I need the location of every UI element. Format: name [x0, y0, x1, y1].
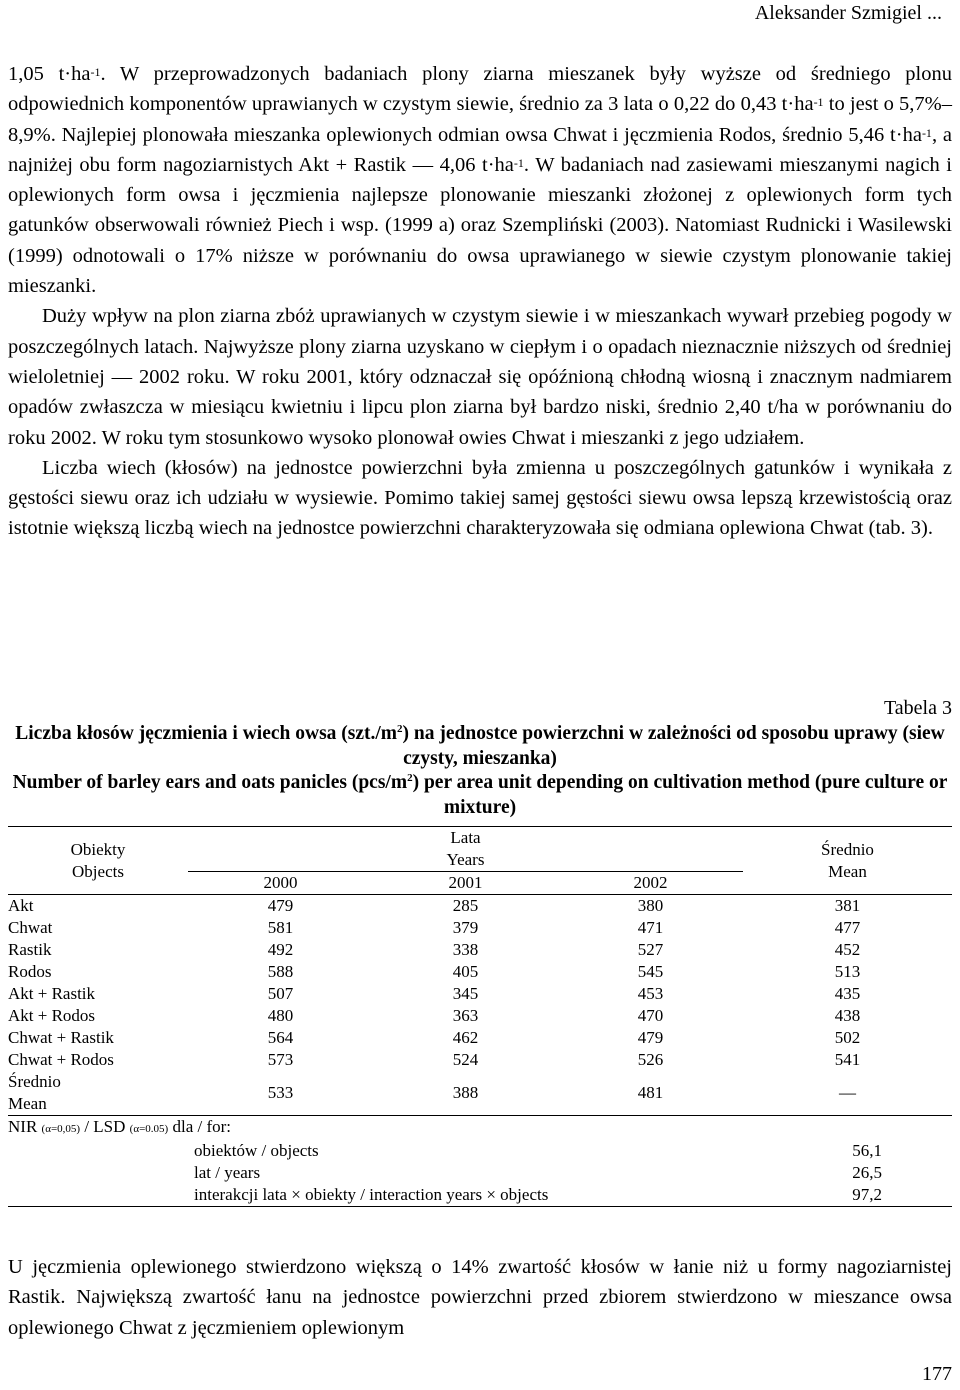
table-cell: 338: [452, 940, 479, 959]
header-objects: [8, 827, 188, 895]
table-cell: 363: [452, 1006, 479, 1025]
table-cell: 479: [637, 1028, 664, 1047]
lsd-text: NIR: [8, 1117, 42, 1136]
lsd-value: 26,5: [852, 1163, 882, 1182]
row-label: Akt + Rastik: [8, 984, 96, 1003]
table-cell: 513: [834, 962, 861, 981]
table-row: [8, 939, 952, 961]
row-label: Chwat + Rodos: [8, 1050, 114, 1069]
table-cell: 405: [452, 962, 479, 981]
table-cell: 470: [637, 1006, 664, 1025]
table-caption-pl: [8, 721, 952, 771]
caption-text: Liczba kłosów jęczmienia i wiech owsa (szt./m: [15, 723, 398, 744]
table-cell: 492: [267, 940, 294, 959]
row-label: Rodos: [8, 962, 52, 981]
lsd-text: dla / for:: [168, 1117, 232, 1136]
superscript: -1: [921, 125, 932, 140]
paragraph-1: [8, 59, 952, 301]
running-header: Aleksander Szmigiel ...: [754, 2, 942, 24]
table-row: [8, 983, 952, 1005]
table-row: [8, 917, 952, 939]
table-cell: 524: [452, 1050, 479, 1069]
table-cell: —: [743, 1071, 952, 1116]
caption-text: Number of barley ears and oats panicles (pcs/m: [12, 772, 408, 793]
table-cell: 533: [188, 1071, 373, 1116]
lsd-label: lat / years: [194, 1163, 261, 1182]
lsd-label: obiektów / objects: [194, 1141, 319, 1160]
row-label: Chwat + Rastik: [8, 1028, 114, 1047]
lsd-row: [8, 1184, 952, 1207]
superscript: -1: [813, 95, 824, 110]
table-cell: 380: [637, 896, 664, 915]
superscript: 2: [397, 723, 403, 735]
table-cell: 541: [834, 1050, 861, 1069]
table-row: [8, 1049, 952, 1071]
table-cell: 453: [637, 984, 664, 1003]
footer-paragraph: U jęczmienia oplewionego stwierdzono większą o 14% zwartość kłosów w łanie niż u formy nagoziarnistej Rastik. Największą zwartość łanu na jednostce powierzchni przed zbiorem stwierdzono w mieszance owsa oplewionego Chwat z jęczmieniem oplewionym: [8, 1256, 952, 1339]
text-span: , a najniżej obu form nagoziarnistych Akt + Rastik — 4,06 t·ha: [8, 123, 953, 176]
header-years-en: Years: [446, 850, 485, 869]
year-header: 2001: [373, 872, 558, 895]
table-cell: 545: [637, 962, 664, 981]
table-cell: 581: [267, 918, 294, 937]
table-cell: 477: [834, 918, 861, 937]
table-row: [8, 1005, 952, 1027]
table-caption-en: [8, 770, 952, 820]
body-text: [8, 59, 952, 544]
table-cell: 345: [452, 984, 479, 1003]
header-objects-pl: Obiekty: [70, 839, 126, 859]
text-span: . W przeprowadzonych badaniach plony ziarna mieszanek były wyższe od średniego plonu odpowiednich komponentów uprawianych w czystym siewie, średnio za 3 lata o 0,22 do 0,43 t·ha: [8, 63, 952, 116]
table-mean-row: [8, 1071, 952, 1116]
table-cell: 438: [834, 1006, 861, 1025]
header-years-pl: Lata: [188, 827, 743, 850]
caption-text: ) na jednostce powierzchni w zależności od sposobu uprawy (siew czysty, mieszanka): [402, 723, 945, 769]
lsd-text: / LSD: [80, 1117, 130, 1136]
header-objects-en: Objects: [72, 861, 124, 881]
table-cell: 527: [637, 940, 664, 959]
row-label: Rastik: [8, 940, 52, 959]
table-cell: 388: [373, 1071, 558, 1116]
text-span: to jest o 5,7%–8,9%. Najlepiej plonowała mieszanka oplewionych odmian owsa Chwat i jęczmienia Rodos, średnio 5,46 t·ha: [8, 93, 952, 146]
data-table: [8, 826, 952, 1207]
lsd-header-row: [8, 1116, 952, 1141]
table-cell: 573: [267, 1050, 294, 1069]
table-cell: 381: [834, 896, 861, 915]
lsd-label: interakcji lata × obiekty / interaction years × objects: [8, 1184, 743, 1207]
table-row: [8, 1027, 952, 1049]
superscript: 2: [407, 772, 413, 784]
row-label: Akt + Rodos: [8, 1006, 96, 1025]
lsd-value: 56,1: [852, 1141, 882, 1160]
header-mean: [743, 827, 952, 895]
table-cell: 480: [267, 1006, 294, 1025]
row-label: Akt: [8, 896, 34, 915]
text-span: . W badaniach nad zasiewami mieszanymi nagich i oplewionych form owsa i jęczmienia najlepsze plonowanie mieszanki złożonej z oplewionych form tych gatunków obserwowali również Piech i wsp. (1999 a) oraz Szempliński (2003). Natomiast Rudnicki i Wasilewski (1999) odnotowali o 17% niższe w porównaniu do owsa uprawianego w siewie czystym plonowanie takiej mieszanki.: [8, 153, 952, 298]
table-cell: 479: [267, 896, 294, 915]
lsd-row: [8, 1140, 952, 1162]
table-label: Tabela 3: [883, 697, 952, 719]
page-number: 177: [922, 1363, 952, 1385]
mean-label-pl: Średnio: [8, 1072, 61, 1091]
superscript: -1: [90, 65, 101, 79]
lsd-subscript: (α=0,05): [41, 1123, 81, 1135]
row-label-mean: [8, 1071, 188, 1116]
lsd-header: [8, 1116, 952, 1141]
table-cell: 588: [267, 962, 294, 981]
table-row: [8, 961, 952, 983]
caption-text: ) per area unit depending on cultivation method (pure culture or mixture): [412, 772, 948, 818]
header-mean-pl: Średnio: [821, 839, 874, 859]
table-cell: 471: [637, 918, 664, 937]
table-cell: 435: [834, 984, 861, 1003]
lsd-value: 97,2: [743, 1184, 952, 1207]
table-cell: 526: [637, 1050, 664, 1069]
lsd-subscript: (α=0.05): [129, 1123, 169, 1135]
paragraph-2: Duży wpływ na plon ziarna zbóż uprawianych w czystym siewie i w mieszankach wywarł przebieg pogody w poszczególnych latach. Najwyższe plony ziarna uzyskano w ciepłym i o opadach nieznacznie niższych od średniej wieloletniej — 2002 roku. W roku 2001, który odznaczał się opóźnioną chłodną wiosną i znacznym nadmiarem opadów zwłaszcza w miesiącu kwietniu i lipcu plon ziarna był bardzo niski, średnio 2,40 t/ha w porównaniu do roku 2002. W roku tym stosunkowo wysoko plonował owies Chwat i mieszanki z jego udziałem.: [8, 305, 952, 449]
table-cell: 452: [834, 940, 861, 959]
row-label: Chwat: [8, 918, 53, 937]
table-header-row: [8, 827, 952, 850]
table-row: [8, 895, 952, 918]
table-cell: 502: [834, 1028, 861, 1047]
table-cell: 507: [267, 984, 294, 1003]
superscript: -1: [513, 155, 524, 170]
year-header: 2000: [188, 872, 373, 895]
text-span: 1,05 t·ha: [8, 63, 91, 85]
table-cell: 564: [267, 1028, 294, 1047]
lsd-row: [8, 1162, 952, 1184]
table-cell: 285: [452, 896, 479, 915]
year-header: 2002: [558, 872, 743, 895]
table-cell: 379: [452, 918, 479, 937]
paragraph-3: Liczba wiech (kłosów) na jednostce powierzchni była zmienna u poszczególnych gatunków i wynikała z gęstości siewu oraz ich udziału w wysiewie. Pomimo takiej samej gęstości siewu owsa lepszą krzewistością oraz istotnie większą liczbą wiech na jednostce powierzchni charakteryzowała się odmiana oplewiona Chwat (tab. 3).: [8, 456, 952, 540]
table-cell: 481: [558, 1071, 743, 1116]
table-cell: 462: [452, 1028, 479, 1047]
header-mean-en: Mean: [828, 861, 867, 881]
mean-label-en: Mean: [8, 1094, 47, 1113]
